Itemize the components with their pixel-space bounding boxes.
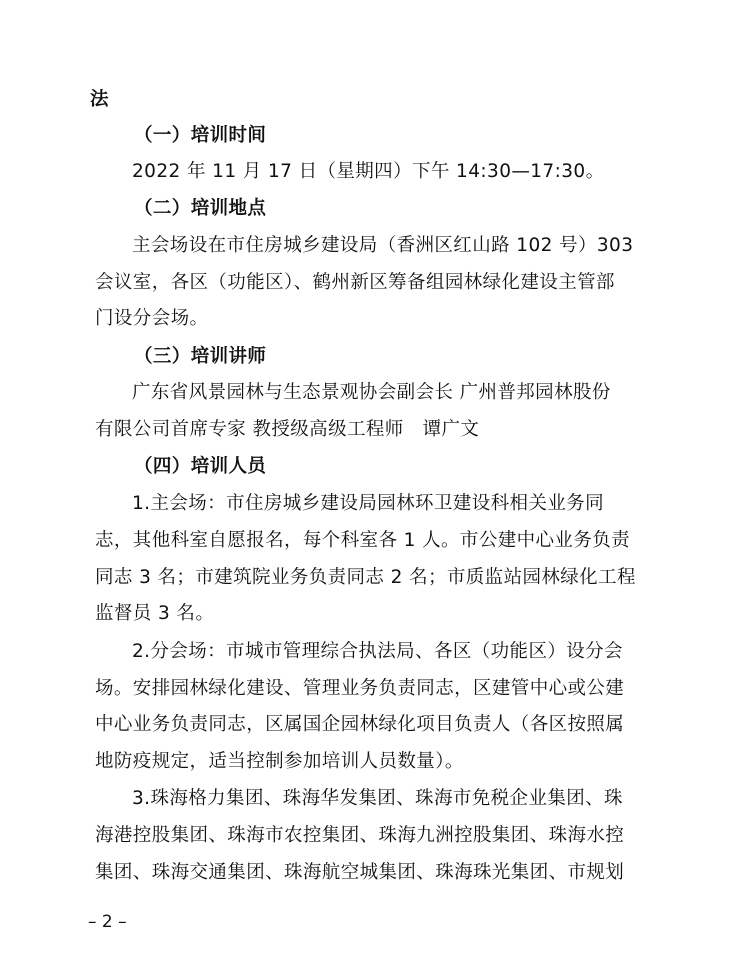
personnel-main-line-1: 1.主会场：市住房城乡建设局园林环卫建设科相关业务同: [132, 493, 605, 514]
personnel-groups-line-1: 3.珠海格力集团、珠海华发集团、珠海市免税企业集团、珠: [132, 788, 623, 809]
personnel-main-line-4: 监督员 3 名。: [95, 603, 215, 624]
lecturer-text-line-2: 有限公司首席专家 教授级高级工程师 谭广文: [95, 419, 480, 440]
personnel-branch-line-4: 地防疫规定，适当控制参加培训人员数量）。: [95, 751, 464, 772]
section-heading-time: （一）培训时间: [134, 125, 267, 146]
personnel-main-line-3: 同志 3 名；市建筑院业务负责同志 2 名；市质监站园林绿化工程: [95, 567, 636, 588]
personnel-groups-line-3: 集团、珠海交通集团、珠海航空城集团、珠海珠光集团、市规划: [95, 862, 625, 883]
section-heading-location: （二）培训地点: [134, 198, 267, 219]
continued-text-line: 法: [90, 89, 109, 110]
personnel-groups-line-2: 海港控股集团、珠海市农控集团、珠海九洲控股集团、珠海水控: [95, 825, 625, 846]
location-text-line-2: 会议室，各区（功能区）、鹤州新区筹备组园林绿化建设主管部: [95, 272, 615, 293]
personnel-branch-line-3: 中心业务负责同志，区属国企园林绿化项目负责人（各区按照属: [95, 714, 625, 735]
page-number: – 2 –: [88, 912, 127, 932]
section-heading-lecturer: （三）培训讲师: [134, 346, 267, 367]
location-text-line-1: 主会场设在市住房城乡建设局（香洲区红山路 102 号）303: [132, 235, 634, 256]
section-heading-personnel: （四）培训人员: [134, 456, 267, 477]
location-text-line-3: 门设分会场。: [95, 308, 209, 329]
personnel-main-line-2: 志，其他科室自愿报名，每个科室各 1 人。市公建中心业务负责: [95, 530, 631, 551]
training-time-text: 2022 年 11 月 17 日（星期四）下午 14:30—17:30。: [132, 161, 605, 182]
personnel-branch-line-1: 2.分会场：市城市管理综合执法局、各区（功能区）设分会: [132, 641, 623, 662]
personnel-branch-line-2: 场。安排园林绿化建设、管理业务负责同志，区建管中心或公建: [95, 678, 625, 699]
lecturer-text-line-1: 广东省风景园林与生态景观协会副会长 广州普邦园林股份: [132, 382, 611, 403]
